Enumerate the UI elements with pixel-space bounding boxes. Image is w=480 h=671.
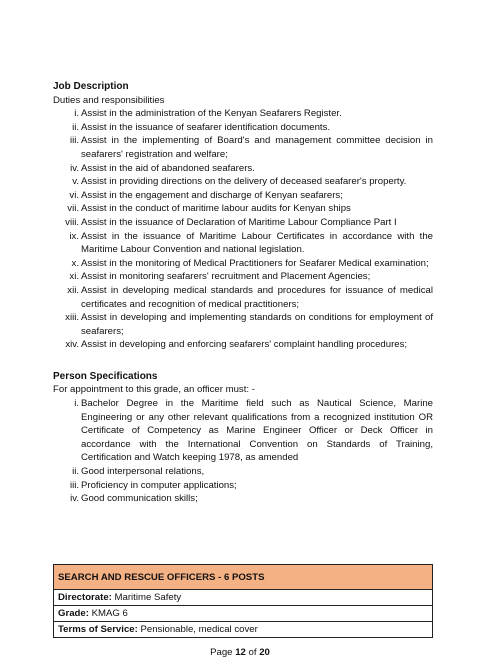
list-item-text: Assist in the issuance of Maritime Labour Certificates in accordance with the Maritime Labour Convention and national legislation. [81, 230, 433, 256]
list-item-text: Assist in the issuance of seafarer identification documents. [81, 121, 331, 133]
list-item-text: Assist in developing and implementing standards on conditions for employment of seafarers; [81, 312, 433, 337]
list-item-number: ii. [72, 121, 79, 133]
list-item [53, 121, 433, 135]
page-word: Page [210, 647, 233, 658]
list-item-number: i. [74, 398, 79, 410]
job-description-heading: Job Description [53, 81, 129, 92]
list-item-number: i. [74, 108, 79, 120]
list-item [53, 492, 433, 506]
directorate-row [54, 590, 433, 606]
grade-row [54, 606, 433, 622]
list-item-text: Assist in the engagement and discharge of Kenyan seafarers; [81, 189, 343, 201]
list-item-number: iv. [70, 493, 79, 505]
list-item-number: iv. [70, 162, 79, 174]
list-item-number: x. [71, 257, 79, 269]
directorate-label: Directorate: [58, 592, 112, 603]
list-item-number: vii. [67, 203, 79, 215]
list-item-number: xi. [69, 271, 79, 283]
list-item-text: Assist in the aid of abandoned seafarers. [81, 162, 255, 174]
list-item-text: Assist in the implementing of Board's and management committee decision in seafarers' registration and welfare; [81, 135, 433, 160]
page-footer [0, 646, 480, 660]
list-item-text: Assist in the conduct of maritime labour audits for Kenyan ships [81, 203, 351, 215]
person-specifications-list [53, 397, 433, 506]
list-item-number: ii. [72, 466, 79, 478]
list-item-number: ix. [69, 230, 79, 242]
list-item [53, 134, 433, 161]
list-item [53, 284, 433, 311]
list-item-number: vi. [69, 189, 79, 201]
terms-value: Pensionable, medical cover [140, 624, 258, 635]
grade-value: KMAG 6 [91, 608, 128, 619]
directorate-value: Maritime Safety [114, 592, 182, 603]
grade-label: Grade: [58, 608, 89, 619]
list-item-number: iii. [69, 135, 79, 147]
list-item-number: xiv. [65, 339, 79, 351]
list-item [53, 257, 433, 271]
document-body [53, 80, 433, 506]
list-item [53, 175, 433, 189]
list-item [53, 189, 433, 203]
job-description-list [53, 107, 433, 352]
person-specifications-intro: For appointment to this grade, an officer must: - [53, 384, 255, 396]
list-item [53, 107, 433, 121]
list-item [53, 162, 433, 176]
list-item [53, 311, 433, 338]
list-item-text: Assist in providing directions on the delivery of deceased seafarer's property. [81, 176, 407, 188]
job-description-intro: Duties and responsibilities [53, 94, 165, 106]
list-item-text: Bachelor Degree in the Maritime field such as Nautical Science, Marine Engineering or any other relevant qualifications from a recognized institution OR Certificate of Competency as Marine Engineer Officer or Deck Officer in accordance with the International Convention on Standards of Training, Certification and Watch keeping 1978, as amended [81, 398, 433, 464]
list-item-number: v. [72, 176, 79, 188]
list-item-text: Good communication skills; [81, 493, 198, 505]
page-of-word: of [248, 647, 257, 658]
list-item [53, 230, 433, 257]
list-item-number: xii. [67, 284, 79, 296]
list-item [53, 479, 433, 493]
list-item-text: Proficiency in computer applications; [81, 479, 237, 491]
list-item [53, 202, 433, 216]
terms-label: Terms of Service: [58, 624, 138, 635]
list-item-text: Assist in developing medical standards and procedures for issuance of medical certificates and recognition of medical practitioners; [81, 284, 433, 310]
list-item-text: Assist in the administration of the Kenyan Seafarers Register. [81, 108, 342, 120]
list-item-text: Good interpersonal relations, [81, 466, 205, 478]
list-item-text: Assist in developing and enforcing seafarers' complaint handling procedures; [81, 339, 408, 351]
list-item-text: Assist in monitoring seafarers' recruitment and Placement Agencies; [81, 271, 371, 283]
list-item [53, 216, 433, 230]
page-total: 20 [259, 647, 270, 658]
list-item [53, 338, 433, 352]
list-item-number: viii. [65, 216, 79, 228]
list-item [53, 397, 433, 465]
terms-row [54, 622, 433, 638]
list-item-text: Assist in the monitoring of Medical Practitioners for Seafarer Medical examination; [81, 257, 429, 269]
list-item-text: Assist in the issuance of Declaration of Maritime Labour Compliance Part I [81, 216, 397, 228]
list-item [53, 465, 433, 479]
list-item-number: xiii. [65, 312, 79, 324]
post-title: SEARCH AND RESCUE OFFICERS - 6 POSTS [54, 565, 433, 590]
person-specifications-heading: Person Specifications [53, 370, 158, 382]
list-item-number: iii. [69, 479, 79, 491]
list-item [53, 270, 433, 284]
post-details-table [53, 564, 433, 638]
page-current: 12 [235, 647, 246, 658]
